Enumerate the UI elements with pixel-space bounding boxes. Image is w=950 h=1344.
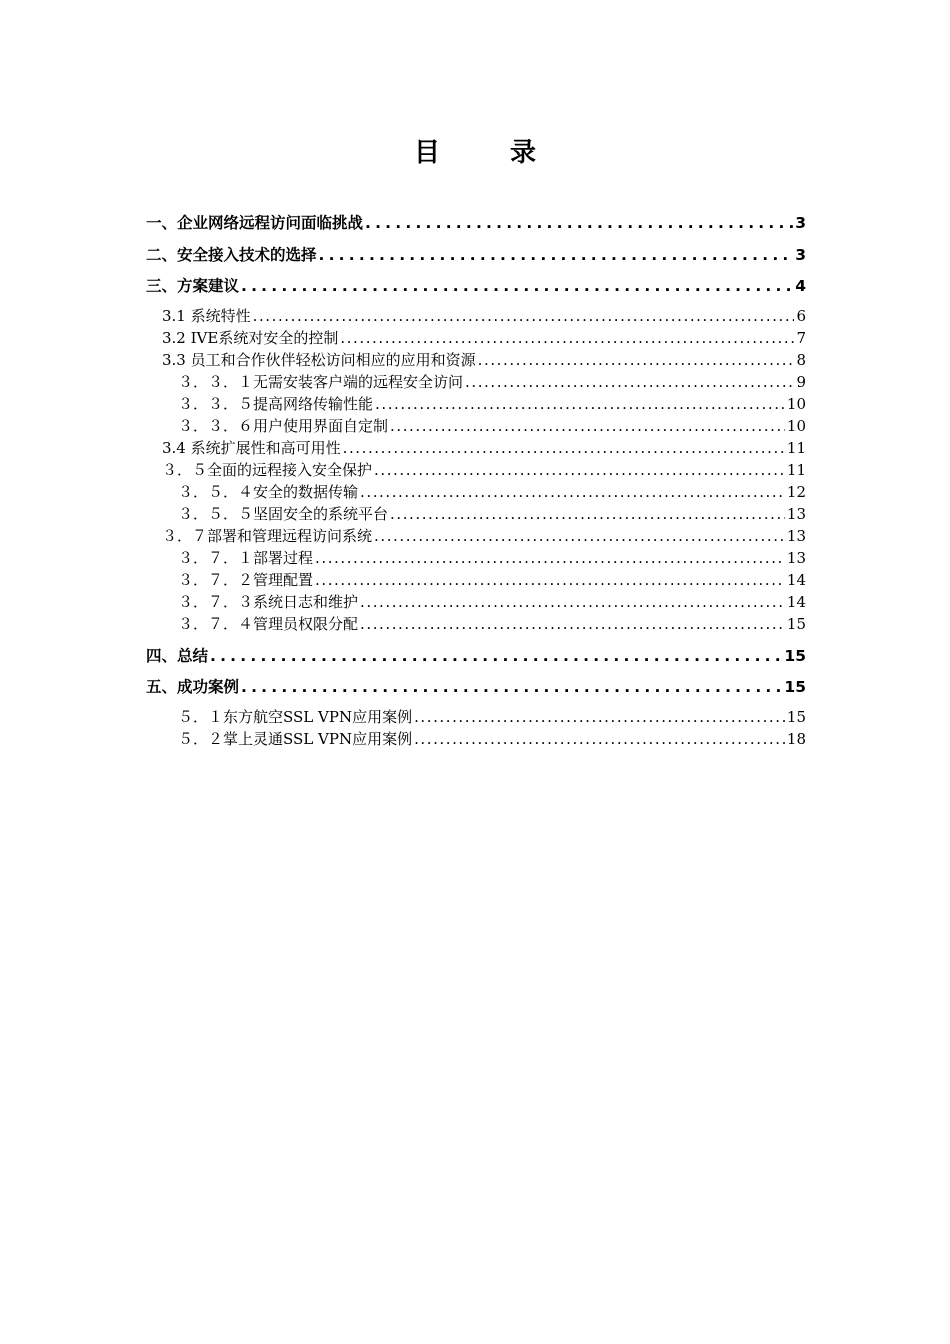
toc-entry-label: 三、方案建议 [146, 277, 240, 295]
toc-entry-label: ３．３．１无需安装客户端的远程安全访问 [178, 372, 464, 391]
toc-entry-page: 10 [786, 416, 806, 435]
toc-entry-3-2[interactable] [146, 327, 806, 349]
dot-leader [478, 349, 795, 371]
toc-entry-3-1[interactable] [146, 305, 806, 327]
toc-entry-section-2[interactable] [146, 240, 806, 272]
toc-entry-page: 8 [796, 350, 806, 369]
toc-entry-page: 15 [784, 646, 806, 665]
toc-entry-page: 13 [786, 504, 806, 523]
toc-entry-label: 一、企业网络远程访问面临挑战 [146, 214, 364, 232]
toc-entry-3-7-4[interactable] [146, 613, 806, 635]
toc-entry-label: ３．３．５提高网络传输性能 [178, 394, 374, 413]
toc-entry-section-3[interactable] [146, 271, 806, 303]
dot-leader [365, 208, 793, 239]
toc-entry-label: 3.4 系统扩展性和高可用性 [162, 438, 341, 457]
dot-leader [374, 525, 785, 547]
toc-entry-label: 二、安全接入技术的选择 [146, 245, 317, 264]
dot-leader [343, 437, 785, 459]
dot-leader [375, 393, 785, 415]
toc-entry-page: 11 [786, 438, 806, 457]
dot-leader [465, 371, 794, 393]
toc-entry-3-5-4[interactable] [146, 481, 806, 503]
toc-entry-page: 3 [795, 214, 806, 232]
toc-entry-page: 13 [786, 526, 806, 545]
toc-entry-page: 7 [796, 328, 806, 347]
toc-entry-page: 15 [786, 707, 806, 726]
toc-entry-page: 4 [795, 277, 806, 295]
toc-entry-3-3-6[interactable] [146, 415, 806, 437]
toc-entry-label: ３．３．６用户使用界面自定制 [178, 416, 389, 435]
dot-leader [253, 305, 795, 327]
dot-leader [360, 613, 785, 635]
toc-entry-label: ３．７．４管理员权限分配 [178, 614, 359, 633]
toc-entry-section-1[interactable] [146, 208, 806, 240]
toc-entry-page: 15 [784, 678, 806, 696]
toc-entry-page: 10 [786, 394, 806, 413]
toc-entry-section-5[interactable] [146, 672, 806, 704]
dot-leader [414, 706, 785, 728]
toc-entry-5-2[interactable] [146, 728, 806, 750]
dot-leader [374, 459, 785, 481]
toc-entry-label: ３．５．４安全的数据传输 [178, 482, 359, 501]
toc-entry-3-7-2[interactable] [146, 569, 806, 591]
toc-entry-section-4[interactable] [146, 641, 806, 673]
toc-entry-3-7[interactable] [146, 525, 806, 547]
toc-entry-page: 9 [796, 372, 806, 391]
toc-entry-3-4[interactable] [146, 437, 806, 459]
toc-entry-page: 14 [786, 592, 806, 611]
toc-entry-label: 四、总结 [146, 646, 209, 665]
dot-leader [315, 569, 785, 591]
dot-leader [390, 503, 785, 525]
dot-leader [360, 481, 785, 503]
dot-leader [241, 672, 782, 703]
dot-leader [241, 271, 793, 302]
toc-entry-page: 3 [795, 245, 806, 264]
toc-entry-label: 五、成功案例 [146, 678, 240, 696]
dot-leader [319, 240, 794, 271]
toc-entry-5-1[interactable] [146, 706, 806, 728]
table-of-contents [146, 208, 806, 750]
toc-entry-3-3-1[interactable] [146, 371, 806, 393]
toc-entry-page: 13 [786, 548, 806, 567]
toc-entry-3-7-1[interactable] [146, 547, 806, 569]
dot-leader [340, 327, 794, 349]
toc-entry-page: 14 [786, 570, 806, 589]
toc-entry-label: ５．２掌上灵通SSL VPN应用案例 [178, 729, 413, 748]
dot-leader [315, 547, 785, 569]
toc-entry-label: ３．７．１部署过程 [178, 548, 314, 567]
toc-entry-page: 12 [786, 482, 806, 501]
toc-entry-label: ３．７．２管理配置 [178, 570, 314, 589]
toc-entry-3-3[interactable] [146, 349, 806, 371]
toc-entry-page: 6 [796, 306, 806, 325]
toc-entry-label: ３．５全面的远程接入安全保护 [162, 460, 373, 479]
toc-entry-3-5-5[interactable] [146, 503, 806, 525]
toc-entry-label: ３．７．３系统日志和维护 [178, 592, 359, 611]
dot-leader [390, 415, 785, 437]
toc-entry-3-3-5[interactable] [146, 393, 806, 415]
dot-leader [360, 591, 785, 613]
dot-leader [210, 641, 782, 672]
page-title: 目 录 [413, 138, 558, 168]
toc-entry-label: 3.3 员工和合作伙伴轻松访问相应的应用和资源 [162, 350, 476, 369]
toc-entry-page: 18 [786, 729, 806, 748]
toc-entry-label: ５．１东方航空SSL VPN应用案例 [178, 707, 413, 726]
toc-entry-label: 3.2 IVE系统对安全的控制 [162, 328, 339, 347]
toc-entry-page: 15 [786, 614, 806, 633]
toc-entry-label: 3.1 系统特性 [162, 306, 251, 325]
toc-entry-3-5[interactable] [146, 459, 806, 481]
toc-entry-label: ３．７部署和管理远程访问系统 [162, 526, 373, 545]
toc-entry-label: ３．５．５坚固安全的系统平台 [178, 504, 389, 523]
dot-leader [414, 728, 785, 750]
toc-entry-page: 11 [786, 460, 806, 479]
toc-entry-3-7-3[interactable] [146, 591, 806, 613]
